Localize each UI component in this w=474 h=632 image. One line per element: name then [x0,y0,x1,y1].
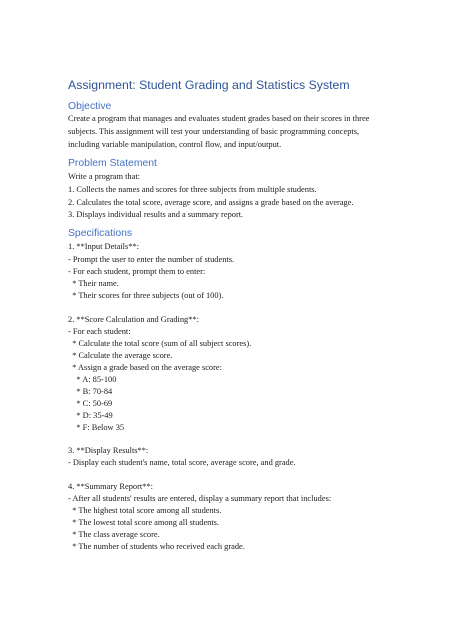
specifications-line: 1. **Input Details**: [68,242,139,251]
problem-statement-heading: Problem Statement [68,158,157,169]
specifications-line: * D: 35-49 [68,411,113,420]
specifications-line: * The highest total score among all students. [68,506,222,515]
specifications-line: 3. **Display Results**: [68,446,149,455]
problem-statement-line: 3. Displays individual results and a summary report. [68,210,244,219]
specifications-line: - Prompt the user to enter the number of students. [68,255,235,264]
specifications-line: * The lowest total score among all students. [68,518,220,527]
specifications-line: * The class average score. [68,530,160,539]
objective-line: subjects. This assignment will test your understanding of basic programming concepts, [68,127,360,136]
specifications-line: * Calculate the average score. [68,351,173,360]
problem-statement-line: 2. Calculates the total score, average score, and assigns a grade based on the average. [68,198,354,207]
specifications-line: * Their name. [68,279,119,288]
specifications-line: * Assign a grade based on the average score: [68,363,222,372]
objective-line: including variable manipulation, control flow, and input/output. [68,140,282,149]
specifications-line: - Display each student's name, total score, average score, and grade. [68,458,296,467]
specifications-line: - For each student, prompt them to enter: [68,267,206,276]
specifications-line: * A: 85-100 [68,375,117,384]
document-title: Assignment: Student Grading and Statistics System [68,78,350,92]
specifications-line: * The number of students who received each grade. [68,542,245,551]
specifications-line: * Their scores for three subjects (out of 100). [68,291,224,300]
specifications-line: 2. **Score Calculation and Grading**: [68,315,199,324]
specifications-line: - After all students' results are entered, display a summary report that includes: [68,494,332,503]
specifications-line: * Calculate the total score (sum of all subject scores). [68,339,252,348]
specifications-line: * B: 70-84 [68,387,113,396]
specifications-heading: Specifications [68,228,133,239]
problem-statement-line: Write a program that: [68,172,140,181]
specifications-line: * C: 50-69 [68,399,113,408]
objective-heading: Objective [68,101,112,112]
specifications-line: - For each student: [68,327,131,336]
specifications-line: * F: Below 35 [68,423,125,432]
specifications-line: 4. **Summary Report**: [68,482,153,491]
objective-line: Create a program that manages and evaluates student grades based on their scores in three [68,114,370,123]
problem-statement-line: 1. Collects the names and scores for three subjects from multiple students. [68,185,317,194]
